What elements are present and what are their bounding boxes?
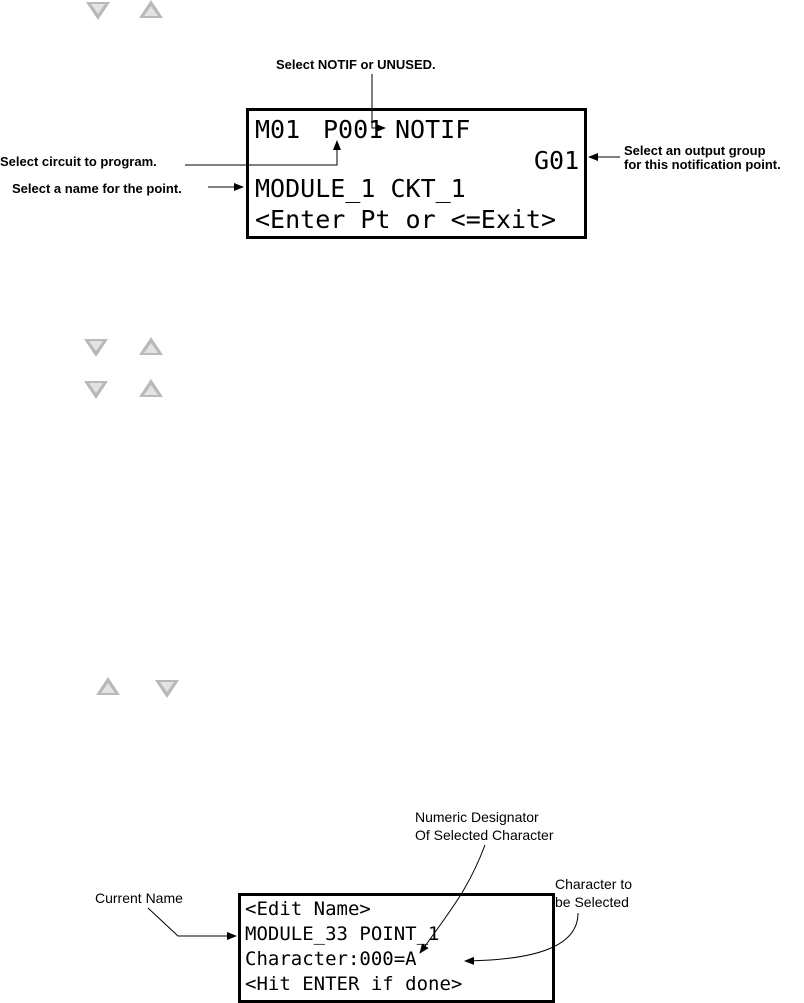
select-group-callout-line2: for this notification point. [624, 157, 781, 172]
down-arrow-icon [155, 680, 179, 698]
character-callout-line2: be Selected [555, 894, 629, 910]
select-name-callout: Select a name for the point. [12, 181, 182, 196]
up-arrow-icon [139, 337, 163, 355]
lcd-prompt: <Enter Pt or <=Exit> [255, 205, 557, 234]
current-name-callout: Current Name [95, 890, 183, 906]
lcd-current-name: MODULE_33 POINT_1 [245, 923, 440, 945]
up-arrow-icon [96, 677, 120, 695]
lcd-done-prompt: <Hit ENTER if done> [245, 973, 463, 995]
numeric-designator-callout-line2: Of Selected Character [415, 827, 554, 843]
lcd-character: Character:000=A [245, 948, 417, 970]
leader-current-name [148, 908, 236, 936]
edit-name-lcd [238, 893, 555, 1003]
select-group-callout-line1: Select an output group [624, 143, 766, 158]
point-program-lcd [246, 108, 587, 239]
up-arrow-icon [139, 0, 163, 18]
lcd-type: NOTIF [395, 115, 471, 144]
lcd-group: G01 [534, 146, 580, 175]
lcd-point-name: MODULE_1 CKT_1 [255, 174, 466, 203]
select-type-callout: Select NOTIF or UNUSED. [276, 57, 436, 72]
up-arrow-icon [139, 379, 163, 397]
select-circuit-callout: Select circuit to program. [0, 154, 157, 169]
lcd-module: M01 [255, 115, 301, 144]
lcd-edit-title: <Edit Name> [245, 898, 371, 920]
down-arrow-icon [84, 339, 108, 357]
numeric-designator-callout-line1: Numeric Designator [415, 809, 539, 825]
down-arrow-icon [84, 381, 108, 399]
character-callout-line1: Character to [555, 876, 633, 892]
lcd-point: P001 [323, 115, 384, 144]
down-arrow-icon [86, 2, 110, 20]
